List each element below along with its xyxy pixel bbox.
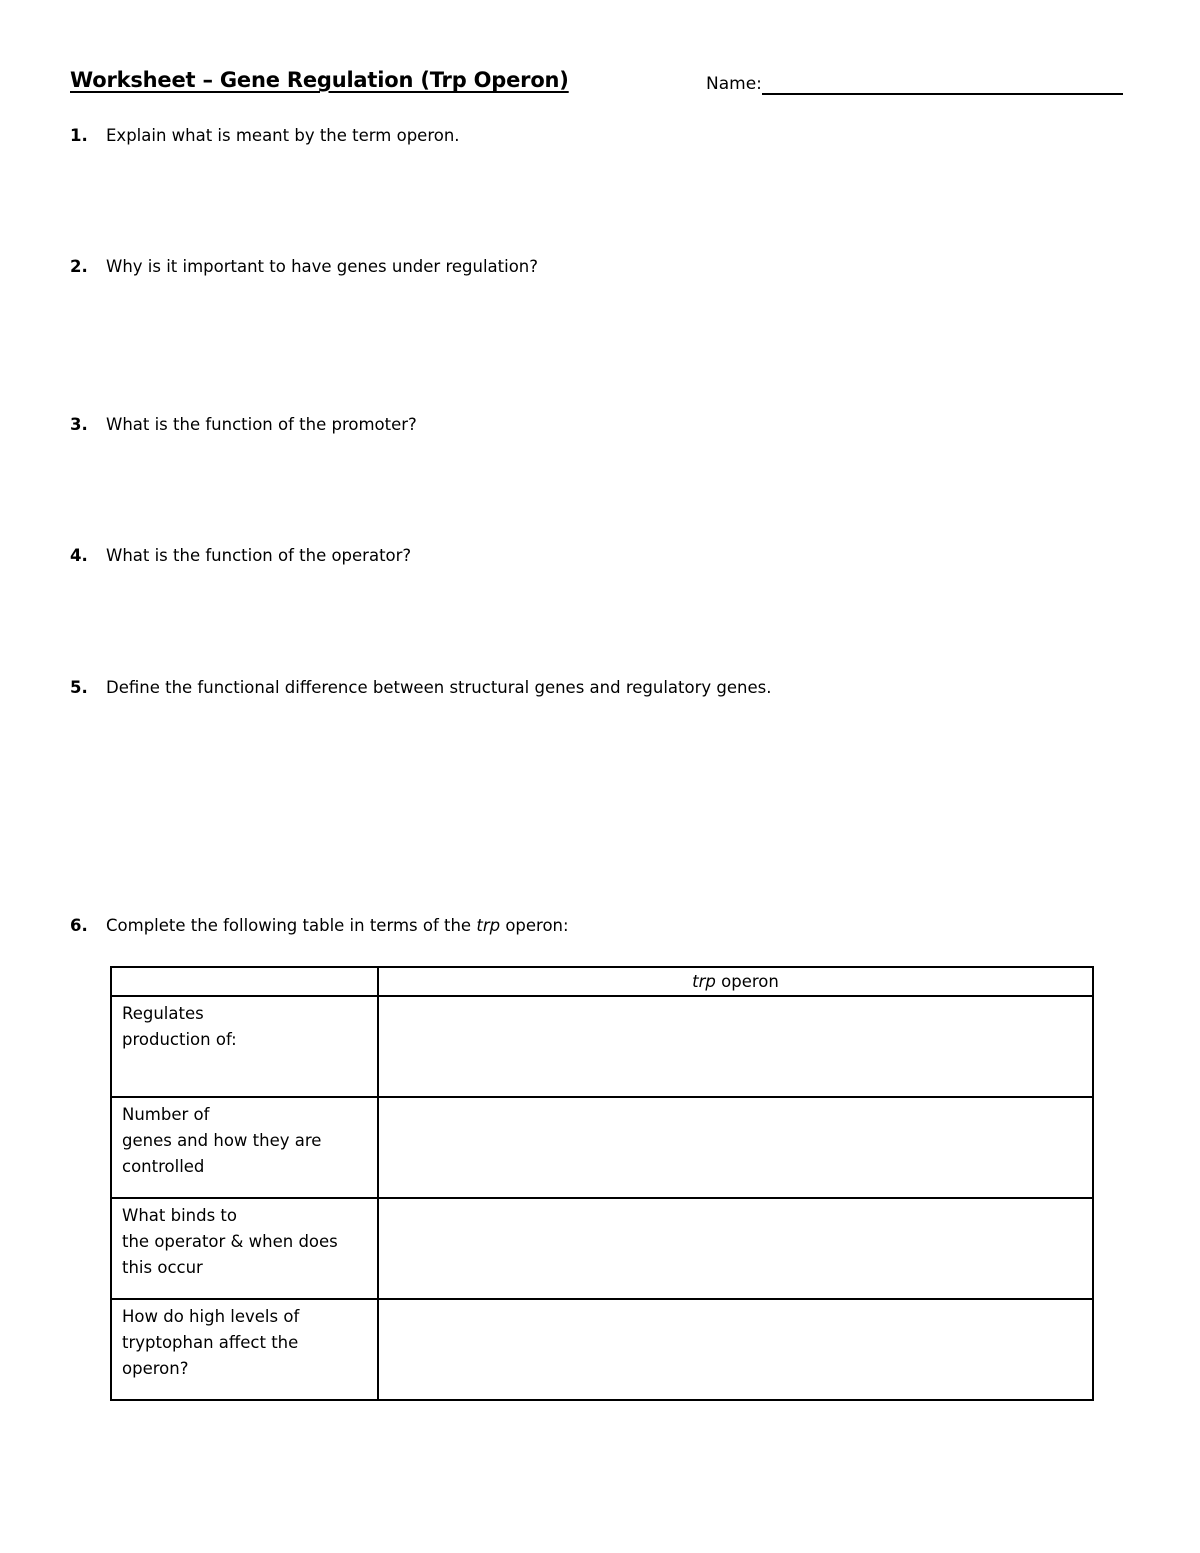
question-text: Why is it important to have genes under regulation?	[106, 257, 539, 276]
row-label-line: How do high levels of	[122, 1307, 300, 1326]
question-4	[70, 546, 411, 565]
question-number: 4.	[70, 546, 88, 565]
table-row	[111, 1198, 1093, 1299]
question-text-italic: trp	[476, 916, 501, 935]
table-column-header	[378, 967, 1093, 996]
worksheet-title: Worksheet – Gene Regulation (Trp Operon)	[70, 68, 569, 92]
row-label-line: this occur	[122, 1258, 203, 1277]
column-header-rest: operon	[715, 972, 779, 991]
question-text: What is the function of the promoter?	[106, 415, 417, 434]
answer-cell[interactable]	[378, 1097, 1093, 1198]
row-label-line: What binds to	[122, 1206, 237, 1225]
row-label-line: controlled	[122, 1157, 205, 1176]
table-row	[111, 1097, 1093, 1198]
question-text: What is the function of the operator?	[106, 546, 412, 565]
question-number: 3.	[70, 415, 88, 434]
question-3	[70, 415, 417, 434]
question-6	[70, 916, 569, 935]
column-header-italic: trp	[692, 972, 716, 991]
question-number: 6.	[70, 916, 88, 935]
row-label	[111, 1097, 378, 1198]
row-label-line: Regulates	[122, 1004, 204, 1023]
question-1	[70, 126, 460, 145]
table-corner-cell	[111, 967, 378, 996]
row-label	[111, 1299, 378, 1400]
row-label-line: genes and how they are	[122, 1131, 322, 1150]
question-text: Explain what is meant by the term operon.	[106, 126, 460, 145]
table-row	[111, 1299, 1093, 1400]
answer-cell[interactable]	[378, 996, 1093, 1097]
answer-cell[interactable]	[378, 1299, 1093, 1400]
name-label: Name:	[706, 74, 762, 94]
question-2	[70, 257, 538, 276]
trp-operon-table	[110, 966, 1094, 1401]
row-label	[111, 996, 378, 1097]
answer-cell[interactable]	[378, 1198, 1093, 1299]
row-label-line: production of:	[122, 1030, 237, 1049]
question-5	[70, 678, 771, 697]
question-number: 1.	[70, 126, 88, 145]
question-number: 2.	[70, 257, 88, 276]
question-number: 5.	[70, 678, 88, 697]
row-label-line: Number of	[122, 1105, 210, 1124]
question-text: Define the functional difference between structural genes and regulatory genes.	[106, 678, 772, 697]
name-field-line[interactable]	[762, 93, 1123, 95]
question-text-end: operon:	[500, 916, 569, 935]
table-header-row	[111, 967, 1093, 996]
table-row	[111, 996, 1093, 1097]
row-label-line: the operator & when does	[122, 1232, 338, 1251]
question-text-start: Complete the following table in terms of the	[106, 916, 477, 935]
row-label-line: tryptophan affect the	[122, 1333, 299, 1352]
row-label-line: operon?	[122, 1359, 189, 1378]
row-label	[111, 1198, 378, 1299]
